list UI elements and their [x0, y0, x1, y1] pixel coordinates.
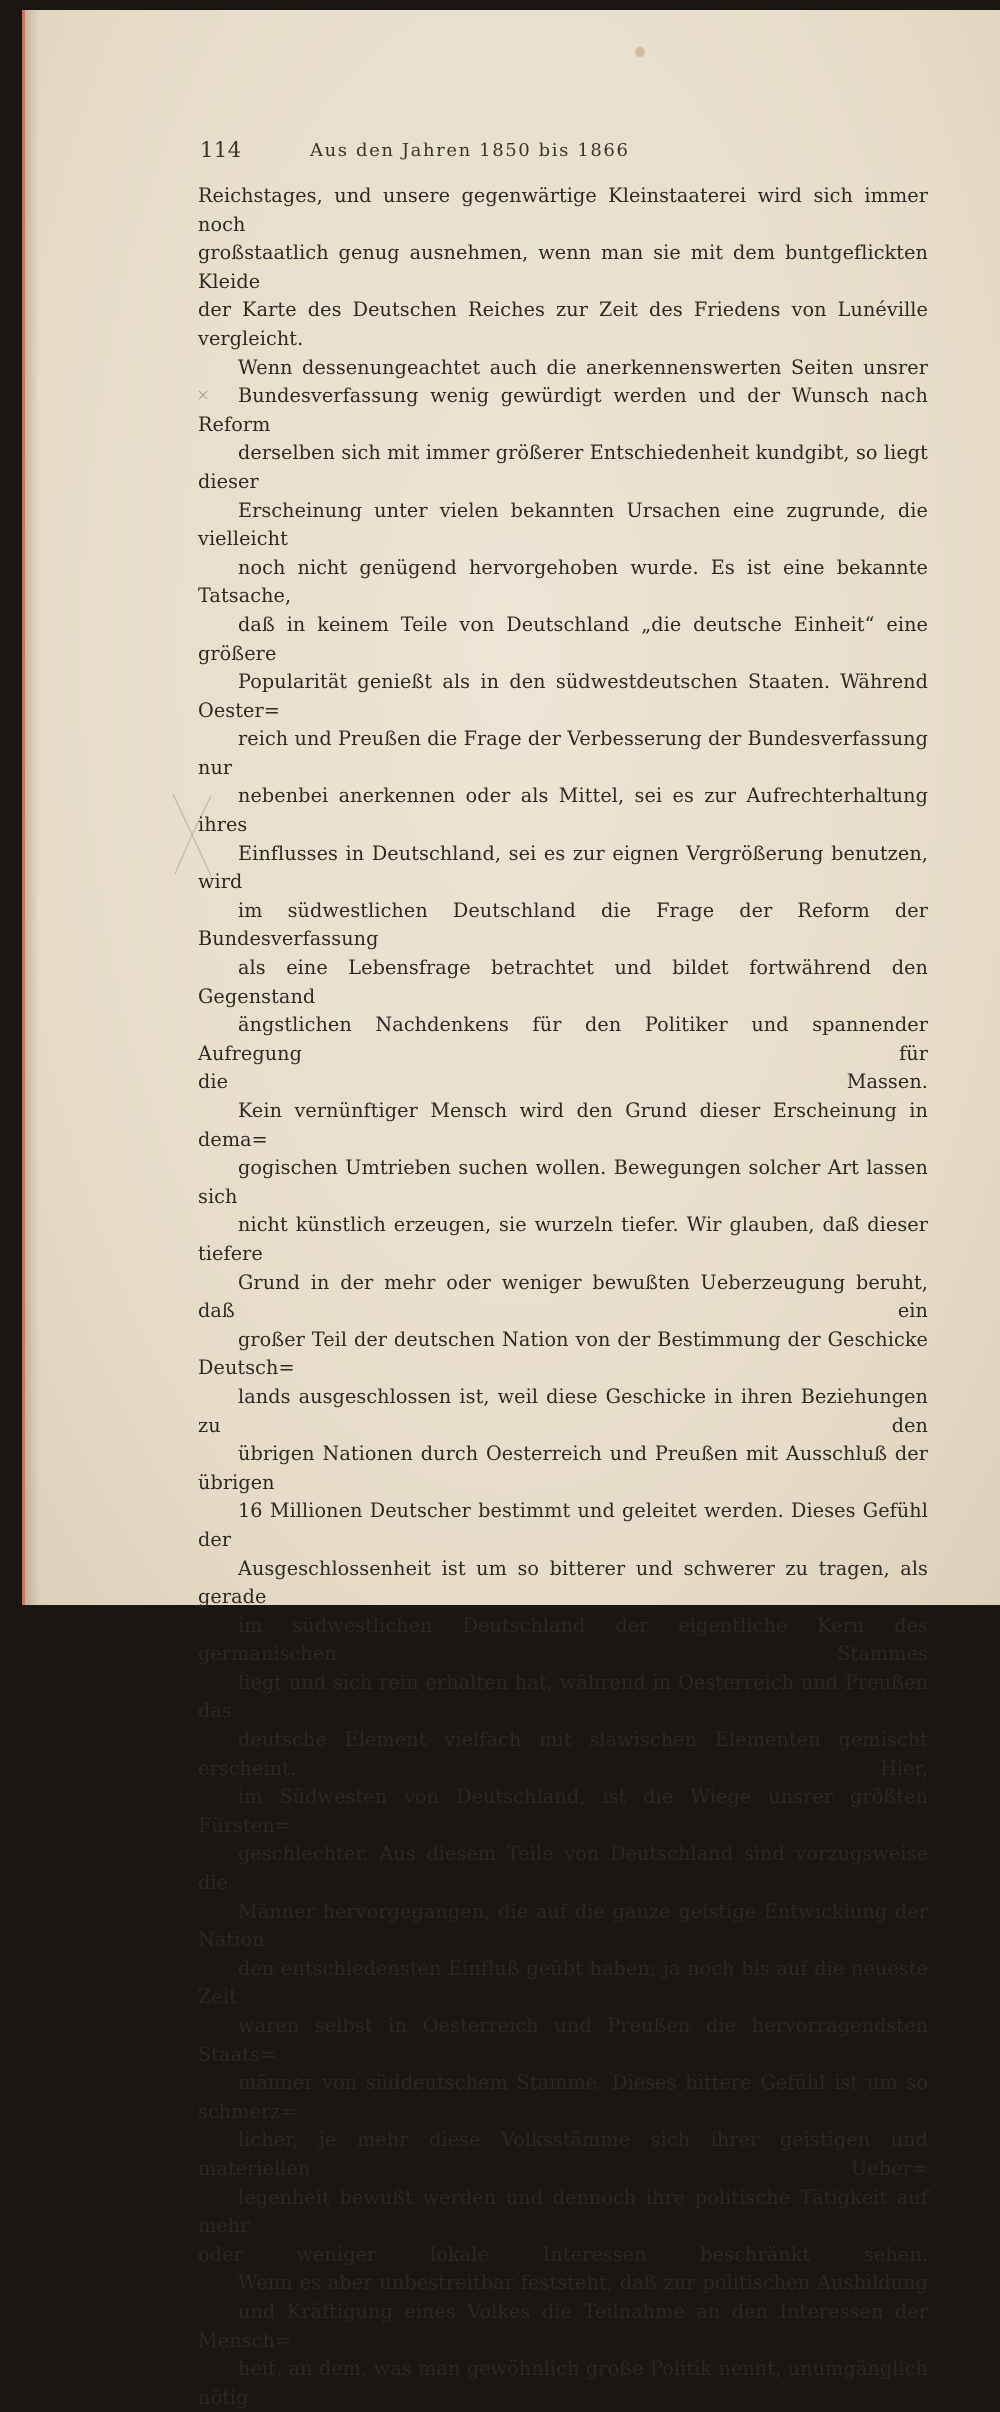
- text-line: übrigen Nationen durch Oesterreich und Preußen mit Ausschluß der übrigen: [198, 1442, 928, 1494]
- body-text: [198, 182, 928, 2412]
- text-line: und Kräftigung eines Volkes die Teilnahme an den Interessen der Mensch=: [198, 2299, 928, 2352]
- text-line: Kein vernünftiger Mensch wird den Grund dieser Erscheinung in dema=: [198, 1099, 928, 1151]
- text-line: Bundesverfassung wenig gewürdigt werden und der Wunsch nach Reform: [198, 384, 928, 436]
- text-line: gogischen Umtrieben suchen wollen. Bewegungen solcher Art lassen sich: [198, 1156, 928, 1208]
- text-line: 16 Millionen Deutscher bestimmt und geleitet werden. Dieses Gefühl der: [198, 1499, 928, 1551]
- text-line: männer von süddeutschem Stamme. Dieses bittere Gefühl ist um so schmerz=: [198, 2071, 928, 2123]
- text-line: nebenbei anerkennen oder als Mittel, sei es zur Aufrechterhaltung ihres: [198, 784, 928, 837]
- text-line: Ausgeschlossenheit ist um so bitterer und schwerer zu tragen, als gerade: [198, 1556, 928, 1609]
- paragraph: [198, 2269, 928, 2412]
- text-line: licher, je mehr diese Volksstämme sich ihrer geistigen und materiellen Ueber=: [198, 2128, 928, 2180]
- text-line: im südwestlichen Deutschland die Frage der Reform der Bundesverfassung: [198, 898, 928, 951]
- page-header: [200, 138, 760, 170]
- book-page: [22, 10, 1000, 2409]
- running-head: Aus den Jahren 1850 bis 1866: [310, 140, 630, 161]
- text-line: Einflusses in Deutschland, sei es zur eignen Vergrößerung benutzen, wird: [198, 841, 928, 894]
- text-line: Wenn es aber unbestreitbar feststeht, daß zur politischen Ausbildung: [238, 2271, 928, 2295]
- text-line: Reichstages, und unsere gegenwärtige Kleinstaaterei wird sich immer noch: [198, 184, 928, 236]
- text-line: reich und Preußen die Frage der Verbesserung der Bundesverfassung nur: [198, 727, 928, 779]
- text-line: Popularität genießt als in den südwestdeutschen Staaten. Während Oester=: [198, 670, 928, 722]
- text-line: im Südwesten von Deutschland, ist die Wiege unsrer größten Fürsten=: [198, 1785, 928, 1837]
- text-line: Erscheinung unter vielen bekannten Ursachen eine zugrunde, die vielleicht: [198, 498, 928, 551]
- text-line: der Karte des Deutschen Reiches zur Zeit des Friedens von Lunéville vergleicht.: [198, 298, 928, 350]
- text-line: heit, an dem, was man gewöhnlich große Politik nennt, unumgänglich nötig: [198, 2357, 928, 2409]
- text-line: deutsche Element vielfach mit slawischen Elementen gemischt erscheint. Hier,: [198, 1728, 928, 1780]
- text-line: legenheit bewußt werden und dennoch ihre politische Tätigkeit auf mehr: [198, 2185, 928, 2238]
- paragraph: [198, 182, 928, 354]
- spine-shadow: [25, 10, 39, 1605]
- page-number: 114: [200, 138, 242, 162]
- text-line: waren selbst in Oesterreich und Preußen die hervorragendsten Staats=: [198, 2014, 928, 2066]
- text-line: Männer hervorgegangen, die auf die ganze geistige Entwicklung der Nation: [198, 1899, 928, 1952]
- text-line: liegt und sich rein erhalten hat, während in Oesterreich und Preußen das: [198, 1670, 928, 1723]
- text-line: geschlechter. Aus diesem Teile von Deutschland sind vorzugsweise die: [198, 1842, 928, 1895]
- text-line: im südwestlichen Deutschland der eigentliche Kern des germanischen Stammes: [198, 1613, 928, 1666]
- text-line: noch nicht genügend hervorgehoben wurde. Es ist eine bekannte Tatsache,: [198, 555, 928, 608]
- text-line: oder weniger lokale Interessen beschränkt sehen.: [198, 2242, 928, 2266]
- text-line: großstaatlich genug ausnehmen, wenn man sie mit dem buntgeflickten Kleide: [198, 241, 928, 293]
- text-line: Wenn dessenungeachtet auch die anerkennenswerten Seiten unsrer: [238, 355, 928, 379]
- text-line: derselben sich mit immer größerer Entschiedenheit kundgibt, so liegt dieser: [198, 441, 928, 493]
- text-line: als eine Lebensfrage betrachtet und bildet fortwährend den Gegenstand: [198, 956, 928, 1008]
- text-line: ängstlichen Nachdenkens für den Politiker und spannender Aufregung für: [198, 1013, 928, 1065]
- text-line: Grund in der mehr oder weniger bewußten Ueberzeugung beruht, daß ein: [198, 1270, 928, 1323]
- text-line: großer Teil der deutschen Nation von der Bestimmung der Geschicke Deutsch=: [198, 1327, 928, 1380]
- text-line: daß in keinem Teile von Deutschland „die deutsche Einheit“ eine größere: [198, 612, 928, 665]
- text-line: nicht künstlich erzeugen, sie wurzeln tiefer. Wir glauben, daß dieser tiefere: [198, 1213, 928, 1265]
- text-line: den entschiedensten Einfluß geübt haben; ja noch bis auf die neueste Zeit: [198, 1956, 928, 2009]
- text-line: die Massen.: [198, 1070, 928, 1094]
- text-line: lands ausgeschlossen ist, weil diese Geschicke in ihren Beziehungen zu den: [198, 1384, 928, 1437]
- paper-stain: [635, 47, 645, 57]
- paragraph: [198, 354, 928, 1097]
- paragraph: [198, 1097, 928, 2269]
